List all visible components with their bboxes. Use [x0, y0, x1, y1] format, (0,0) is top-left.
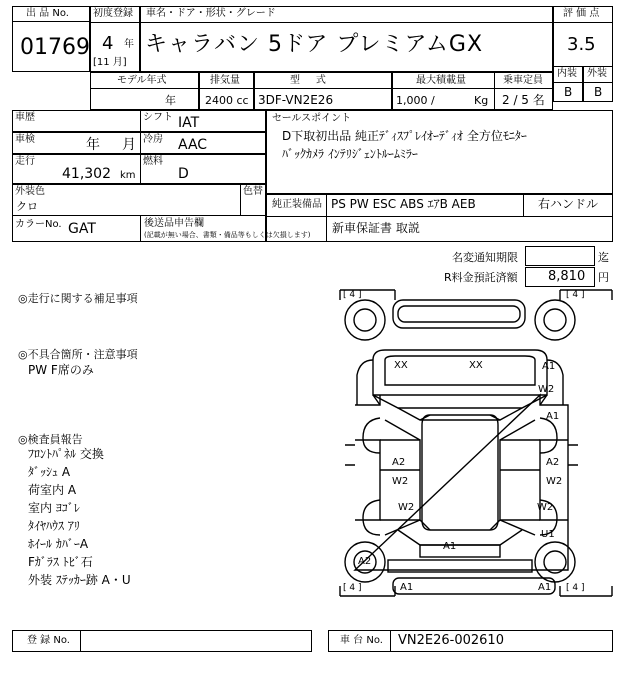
- equipment-value: PS PW ESC ABS ｴｱB AEB: [331, 197, 476, 211]
- equipment-label: 純正装備品: [272, 199, 322, 210]
- mileage-value: 41,302: [62, 166, 111, 182]
- damage-mark: A1: [443, 541, 457, 552]
- defect-line-1: PW F席のみ: [28, 363, 94, 377]
- inspector-line-7: Fｶﾞﾗｽ ﾄﾋﾞ石: [28, 555, 93, 569]
- ext-color-label: 外装色: [15, 186, 45, 197]
- tire-depth-rl: [ 4 ]: [343, 583, 362, 593]
- displacement-label: 排気量: [210, 75, 240, 86]
- shift-label: シフト: [143, 112, 173, 123]
- model-type-label: 型 式: [290, 75, 326, 86]
- first-registration-label: 初度登録: [93, 8, 133, 19]
- damage-mark: W2: [546, 476, 563, 487]
- ac-label: 冷房: [143, 134, 163, 145]
- tire-depth-rr: [ 4 ]: [566, 583, 585, 593]
- damage-mark: A2: [392, 457, 406, 468]
- defects-title: ◎不具合箇所・注意事項: [18, 348, 138, 361]
- fuel-value: D: [178, 166, 189, 182]
- first-registration-year-unit: 年: [124, 39, 134, 50]
- damage-mark: A1: [538, 582, 552, 593]
- displacement-value: 2400 cc: [205, 94, 249, 107]
- interior-label: 内装: [557, 68, 577, 79]
- registration-no-label: 登 録 No.: [27, 635, 70, 646]
- registration-no-divider: [80, 630, 81, 652]
- damage-mark: XX: [469, 360, 483, 371]
- shift-value: IAT: [178, 115, 200, 131]
- history-label: 車歴: [15, 112, 35, 123]
- mileage-unit: km: [120, 170, 136, 181]
- damage-mark: A1: [546, 411, 560, 422]
- damage-mark: XX: [394, 360, 408, 371]
- max-load-unit: Kg: [474, 94, 489, 107]
- model-year-label: モデル年式: [117, 75, 167, 86]
- damage-mark: W2: [537, 502, 554, 513]
- chassis-no-divider: [390, 630, 391, 652]
- inspector-line-8: 外装 ｽﾃｯｶｰ跡 A・U: [28, 573, 131, 587]
- driving-notes-title: ◎走行に関する補足事項: [18, 292, 138, 305]
- mileage-label: 走行: [15, 156, 35, 167]
- inspector-line-3: 荷室内 A: [28, 483, 77, 497]
- sales-point-line-1: D下取初出品 純正ﾃﾞｨｽﾌﾟﾚｲｵｰﾃﾞｨｵ 全方位ﾓﾆﾀｰ: [282, 129, 527, 143]
- damage-mark: A1: [400, 582, 414, 593]
- inspector-title: ◎検査員報告: [18, 433, 83, 446]
- inspector-line-1: ﾌﾛﾝﾄﾊﾟﾈﾙ 交換: [28, 447, 104, 461]
- sales-point-line-2: ﾊﾞｯｸｶﾒﾗ ｲﾝﾃﾘｼﾞｪﾝﾄﾙｰﾑﾐﾗｰ: [282, 147, 418, 161]
- lot-number-label: 出 品 No.: [26, 8, 69, 19]
- name-change-suffix: 迄: [598, 251, 609, 264]
- inspection-label: 車検: [15, 134, 35, 145]
- chassis-no-value: VN2E26-002610: [398, 633, 504, 648]
- ac-value: AAC: [178, 137, 208, 153]
- model-year-unit: 年: [165, 94, 176, 107]
- recycle-fee-unit: 円: [598, 271, 609, 284]
- fuel-label: 燃料: [143, 156, 163, 167]
- capacity-value: 2 / 5 名: [502, 93, 545, 107]
- warranty-value: 新車保証書 取説: [332, 221, 420, 235]
- inspector-line-6: ﾎｲｰﾙ ｶﾊﾞｰA: [28, 537, 89, 551]
- damage-mark: W2: [398, 502, 415, 513]
- color-no-value: GAT: [68, 221, 96, 237]
- rating-value: 3.5: [567, 34, 596, 55]
- max-load-value: 1,000 /: [396, 94, 435, 107]
- max-load-label: 最大積載量: [416, 75, 466, 86]
- inspector-line-5: ﾀｲﾔﾊｳｽ ｱﾘ: [28, 519, 80, 533]
- exterior-label: 外装: [587, 68, 607, 79]
- inspection-month: 月: [122, 137, 136, 153]
- name-change-deadline-label: 名変通知期限: [452, 251, 518, 264]
- model-type-value: 3DF-VN2E26: [258, 93, 334, 107]
- car-name-label: 車名・ドア・形状・グレード: [146, 8, 276, 19]
- first-registration-year: 4: [102, 33, 114, 54]
- steering-value: 右ハンドル: [538, 197, 599, 211]
- tire-depth-fl: [ 4 ]: [343, 290, 362, 300]
- damage-mark: A1: [542, 361, 556, 372]
- inspection-year: 年: [86, 137, 100, 153]
- car-name: キャラバン 5ドア プレミアムGX: [145, 32, 484, 57]
- post-report-label: 後送品申告欄: [144, 218, 204, 229]
- tire-depth-fr: [ 4 ]: [566, 290, 585, 300]
- interior-grade: B: [564, 85, 573, 99]
- damage-mark: A2: [546, 457, 560, 468]
- capacity-label: 乗車定員: [503, 75, 543, 86]
- inspector-line-4: 室内 ﾖｺﾞﾚ: [28, 501, 80, 515]
- sales-points-label: セールスポイント: [272, 113, 352, 124]
- inspector-line-2: ﾀﾞｯｼｭ A: [28, 465, 71, 479]
- exterior-grade: B: [594, 85, 603, 99]
- recycle-fee-value: 8,810: [548, 269, 586, 284]
- repaint-label: 色替: [243, 186, 263, 197]
- damage-mark: W2: [392, 476, 409, 487]
- damage-mark: A2: [358, 556, 372, 567]
- first-registration-month: [11 月]: [93, 57, 127, 68]
- ext-color-value: クロ: [16, 200, 38, 213]
- post-report-note: (記載が無い場合、書類・備品等もしくは欠損します): [144, 231, 311, 239]
- lot-number: 01769: [20, 35, 90, 60]
- rating-label: 評 価 点: [563, 8, 600, 19]
- damage-mark: W2: [538, 384, 555, 395]
- color-no-label: カラーNo.: [15, 219, 62, 230]
- recycle-fee-label: R料金預託済額: [444, 271, 518, 284]
- chassis-no-label: 車 台 No.: [340, 635, 383, 646]
- damage-mark: U1: [541, 529, 555, 540]
